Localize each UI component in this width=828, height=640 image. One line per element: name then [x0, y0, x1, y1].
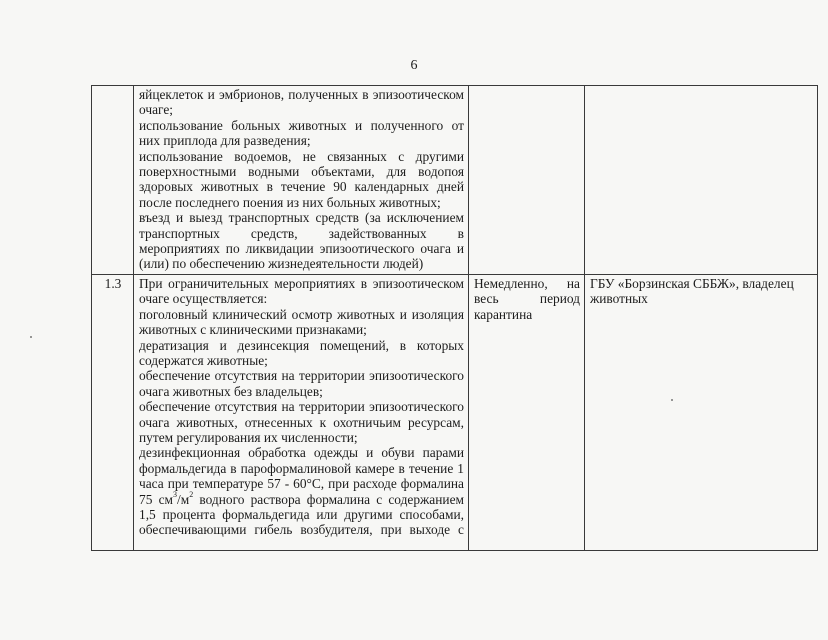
text-line: поголовный клинический осмотр животных и изоляция: [139, 306, 464, 322]
page-number: 6: [410, 58, 418, 73]
responsible-cell: [585, 86, 818, 275]
text-line: использование водоемов, не связанных с другими: [139, 148, 464, 164]
text-line: обеспечение отсутствия на территории эпизоотического: [139, 368, 464, 384]
text-line: весь период: [474, 291, 580, 307]
scan-speck: [671, 399, 673, 401]
text-line: очаге осуществляется:: [139, 291, 268, 307]
text-line: (или) по обеспечению жизнедеятельности людей): [139, 256, 424, 272]
responsible-cell: [585, 274, 818, 550]
superscript: 2: [189, 490, 194, 500]
text-fragment: 75 см: [139, 491, 173, 507]
text-line: ГБУ «Борзинская СББЖ», владелец: [590, 275, 794, 291]
text-line: животных: [590, 291, 648, 307]
text-line: въезд и выезд транспортных средств (за исключением: [139, 210, 464, 226]
text-line: обеспечение отсутствия на территории эпизоотического: [139, 399, 464, 415]
text-line: животных с клиническими признаками;: [139, 322, 367, 338]
text-line: часа при температуре 57 - 60°С, при расходе формалина: [139, 476, 464, 492]
text-line: использование больных животных и полученного от: [139, 117, 464, 133]
text-line: поверхностными водными объектами, для водопоя: [139, 164, 464, 180]
text-line: обеспечивающими гибель возбудителя, при выходе с: [139, 522, 464, 538]
table-row: [92, 86, 818, 275]
term-cell: [469, 274, 585, 550]
scan-speck: [30, 336, 32, 338]
term-cell: [469, 86, 585, 275]
text-line: транспортных средств, задействованных в: [139, 225, 464, 241]
text-line: очаге;: [139, 102, 174, 118]
text-line: карантина: [474, 306, 533, 322]
measures-cell: [134, 86, 469, 275]
row-number-cell: [92, 86, 134, 275]
text-line-formula: [139, 492, 464, 507]
text-line: дезинфекционная обработка одежды и обуви парами: [139, 445, 464, 461]
text-line: здоровых животных в течение 90 календарных дней: [139, 179, 464, 195]
text-line: содержатся животные;: [139, 352, 268, 368]
text-line: них приплода для разведения;: [139, 133, 311, 149]
text-line: формальдегида в пароформалиновой камере в течение 1: [139, 460, 464, 476]
measures-cell: [134, 274, 469, 550]
text-line: Немедленно, на: [474, 275, 580, 291]
text-line: При ограничительных мероприятиях в эпизоотическом: [139, 275, 464, 291]
text-line: яйцеклеток и эмбрионов, полученных в эпизоотическом: [139, 87, 464, 102]
text-line: очага животных, отнесенных к охотничьим ресурсам,: [139, 414, 464, 430]
measures-table: [91, 85, 818, 551]
table-row: [92, 274, 818, 550]
text-fragment: /м: [176, 491, 190, 507]
text-line: после последнего поения из них больных животных;: [139, 194, 441, 210]
text-fragment: водного раствора формалина с содержанием: [193, 491, 464, 507]
row-number-cell: 1.3: [92, 274, 134, 550]
superscript: 3: [172, 490, 177, 500]
text-line: очага животных без владельцев;: [139, 383, 323, 399]
text-line: мероприятиях по ликвидации эпизоотического очага и: [139, 241, 464, 257]
text-line: 1,5 процента формальдегида или другими способами,: [139, 506, 464, 522]
text-line: дератизация и дезинсекция помещений, в которых: [139, 337, 464, 353]
text-line: путем регулирования их численности;: [139, 429, 358, 445]
